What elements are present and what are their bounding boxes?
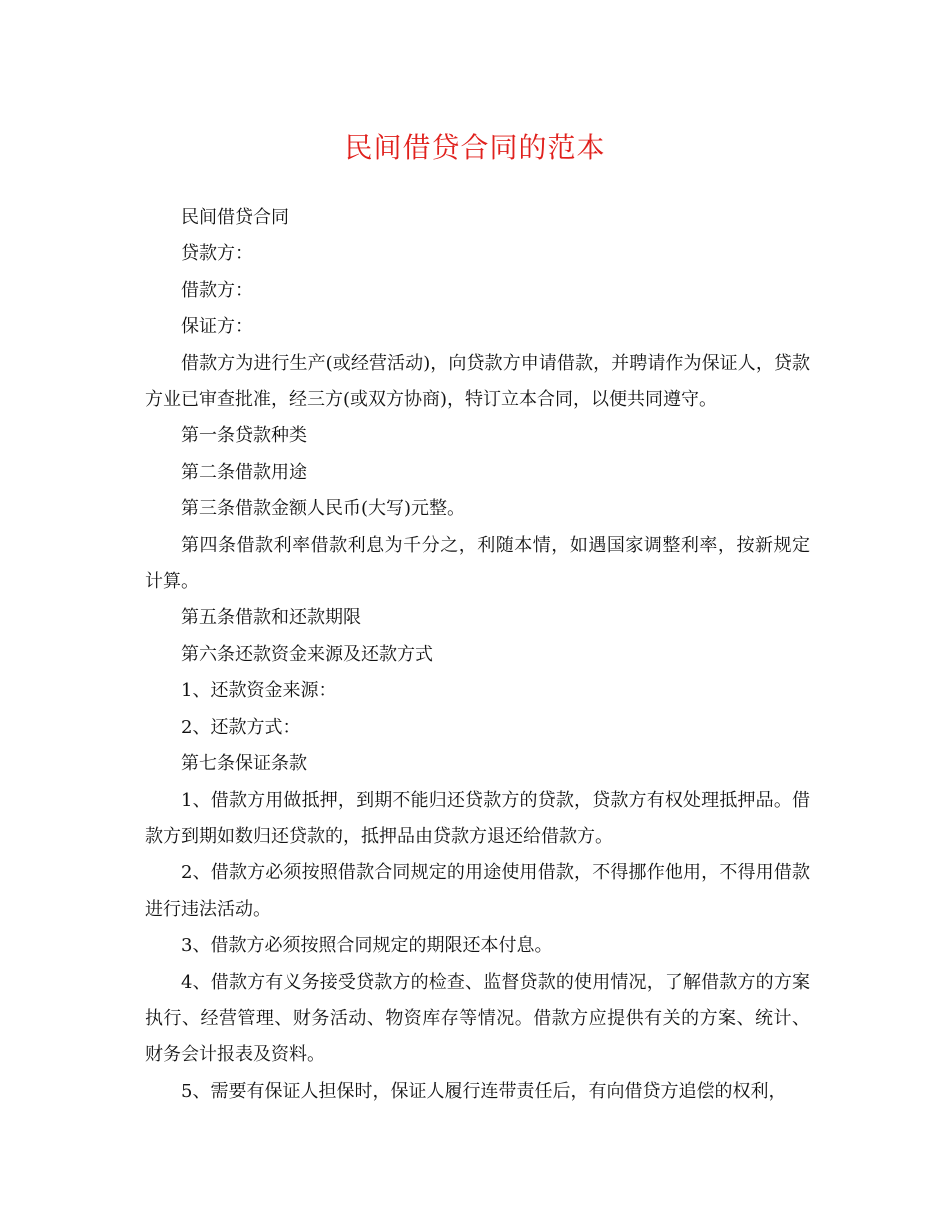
paragraph-article-7-item-4: 4、借款方有义务接受贷款方的检查、监督贷款的使用情况，了解借款方的方案执行、经营管理、财务活动、物资库存等情况。借款方应提供有关的方案、统计、财务会计报表及资料。 <box>145 971 810 1066</box>
paragraph-lender: 贷款方： <box>181 243 253 265</box>
paragraph-contract-name: 民间借贷合同 <box>181 207 289 228</box>
document-title: 民间借贷合同的范本 <box>344 131 606 164</box>
paragraph-article-7-item-5: 5、需要有保证人担保时，保证人履行连带责任后，有向借贷方追偿的权利， <box>181 1080 787 1102</box>
paragraph-article-7: 第七条保证条款 <box>181 753 307 775</box>
document-body <box>145 200 810 1110</box>
paragraph-article-6-item-2: 2、还款方式： <box>181 716 301 738</box>
paragraph-article-2: 第二条借款用途 <box>181 461 307 483</box>
paragraph-article-5: 第五条借款和还款期限 <box>181 607 361 629</box>
paragraph-guarantor: 保证方： <box>181 316 253 338</box>
paragraph-article-7-item-2: 2、借款方必须按照借款合同规定的用途使用借款，不得挪作他用，不得用借款进行违法活动。 <box>145 862 810 920</box>
paragraph-article-1: 第一条贷款种类 <box>181 425 307 447</box>
paragraph-article-6-item-1: 1、还款资金来源： <box>181 680 337 702</box>
paragraph-article-4: 第四条借款利率借款利息为千分之，利随本情，如遇国家调整利率，按新规定计算。 <box>145 534 810 593</box>
paragraph-article-3: 第三条借款金额人民币(大写)元整。 <box>181 498 466 520</box>
paragraph-article-6: 第六条还款资金来源及还款方式 <box>181 643 433 665</box>
paragraph-borrower: 借款方： <box>181 279 253 301</box>
paragraph-preamble: 借款方为进行生产(或经营活动)，向贷款方申请借款，并聘请作为保证人，贷款方业已审查批准，经三方(或双方协商)，特订立本合同，以便共同遵守。 <box>145 352 810 411</box>
paragraph-article-7-item-3: 3、借款方必须按照合同规定的期限还本付息。 <box>181 935 553 957</box>
paragraph-article-7-item-1: 1、借款方用做抵押，到期不能归还贷款方的贷款，贷款方有权处理抵押品。借款方到期如数归还贷款的，抵押品由贷款方退还给借款方。 <box>145 789 810 847</box>
